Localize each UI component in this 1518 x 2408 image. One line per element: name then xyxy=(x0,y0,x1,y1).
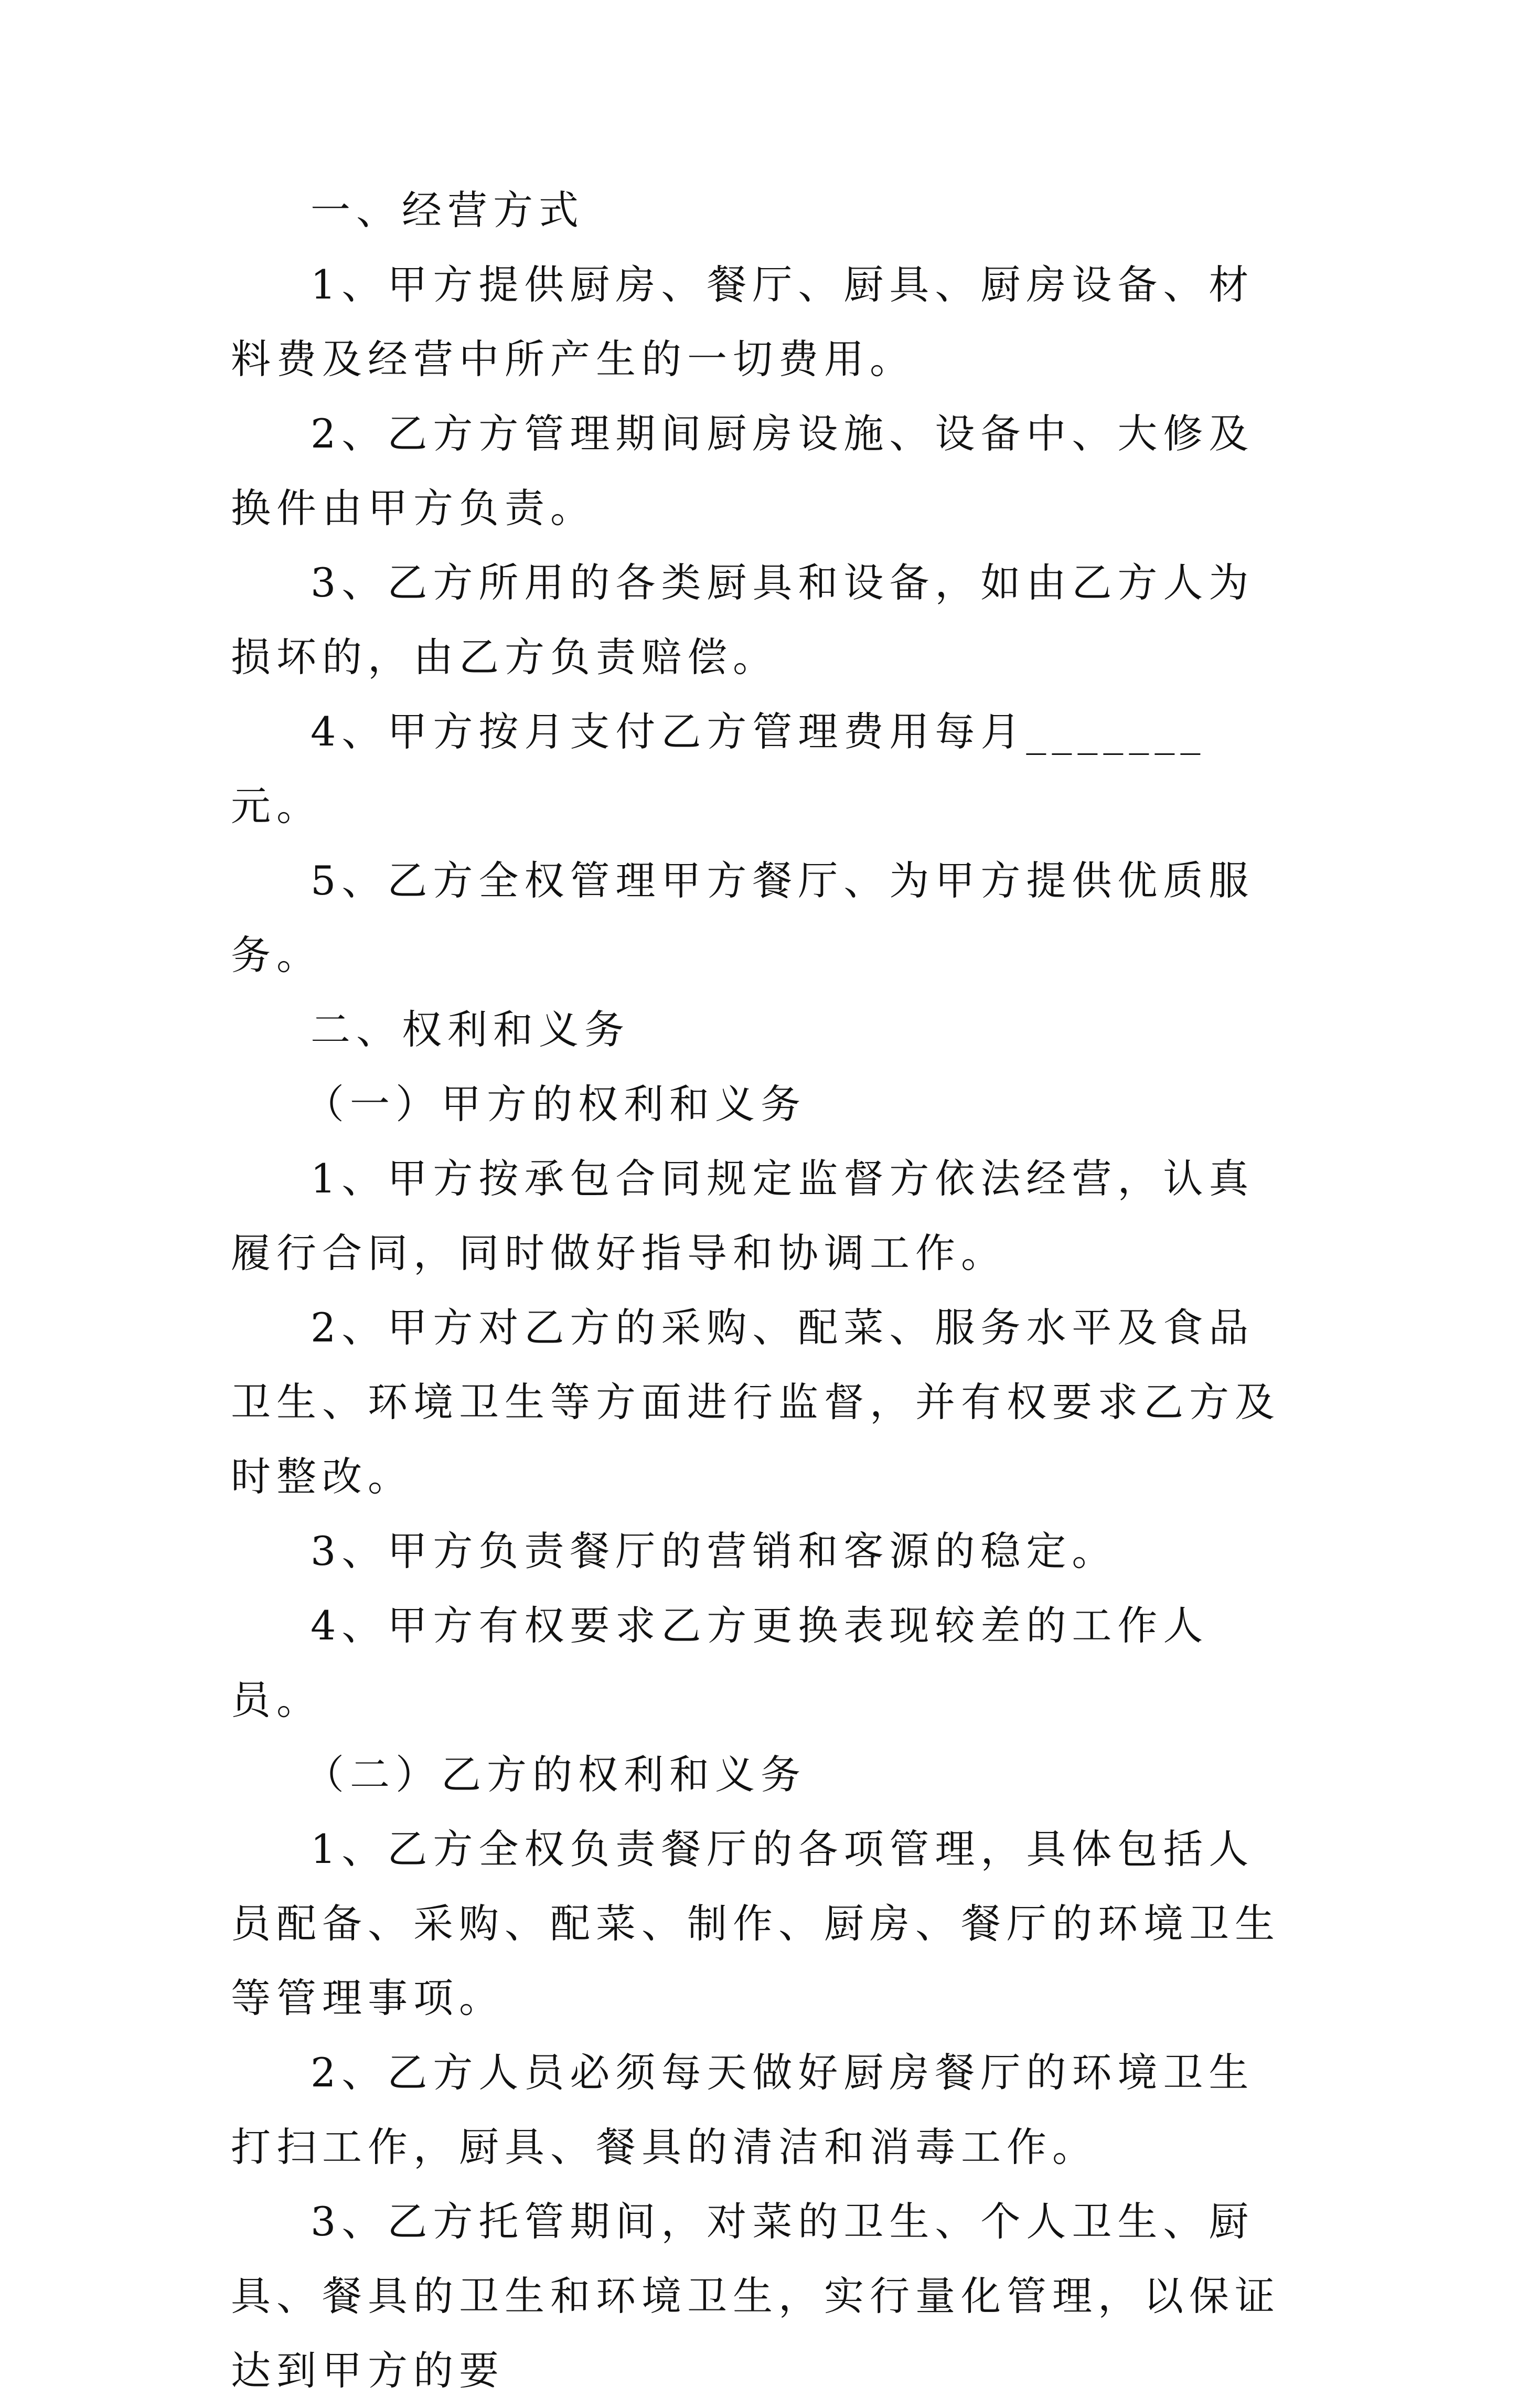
clause-paragraph: 5、乙方全权管理甲方餐厅、为甲方提供优质服务。 xyxy=(231,857,1255,978)
clause-paragraph-fee: 4、甲方按月支付乙方管理费用每月_______元。 xyxy=(231,708,1206,829)
clause-paragraph: 4、甲方有权要求乙方更换表现较差的工作人员。 xyxy=(231,1602,1209,1723)
document-body xyxy=(231,173,1296,2408)
clause-paragraph: 3、乙方所用的各类厨具和设备，如由乙方人为损坏的，由乙方负责赔偿。 xyxy=(231,559,1255,680)
clause-paragraph: 3、甲方负责餐厅的营销和客源的稳定。 xyxy=(311,1528,1118,1574)
clause-paragraph: 2、乙方方管理期间厨房设施、设备中、大修及换件由甲方负责。 xyxy=(231,410,1255,531)
clause-paragraph: 1、甲方按承包合同规定监督方依法经营，认真履行合同，同时做好指导和协调工作。 xyxy=(231,1155,1255,1276)
subsection-heading-party-b: （二）乙方的权利和义务 xyxy=(304,1751,806,1798)
clause-paragraph: 2、乙方人员必须每天做好厨房餐厅的环境卫生打扫工作，厨具、餐具的清洁和消毒工作。 xyxy=(231,2049,1255,2170)
clause-paragraph: 1、甲方提供厨房、餐厅、厨具、厨房设备、材料费及经营中所产生的一切费用。 xyxy=(231,261,1255,382)
clause-paragraph: 2、甲方对乙方的采购、配菜、服务水平及食品卫生、环境卫生等方面进行监督，并有权要求乙方及时整改。 xyxy=(231,1304,1280,1500)
subsection-heading-party-a: （一）甲方的权利和义务 xyxy=(304,1081,806,1127)
section-heading-rights-obligations: 二、权利和义务 xyxy=(311,1006,630,1053)
clause-paragraph: 3、乙方托管期间，对菜的卫生、个人卫生、厨具、餐具的卫生和环境卫生，实行量化管理，以保证达到甲方的要 xyxy=(231,2198,1280,2394)
section-heading-operation-mode: 一、经营方式 xyxy=(311,187,584,233)
clause-paragraph: 1、乙方全权负责餐厅的各项管理，具体包括人员配备、采购、配菜、制作、厨房、餐厅的环境卫生等管理事项。 xyxy=(231,1826,1280,2021)
